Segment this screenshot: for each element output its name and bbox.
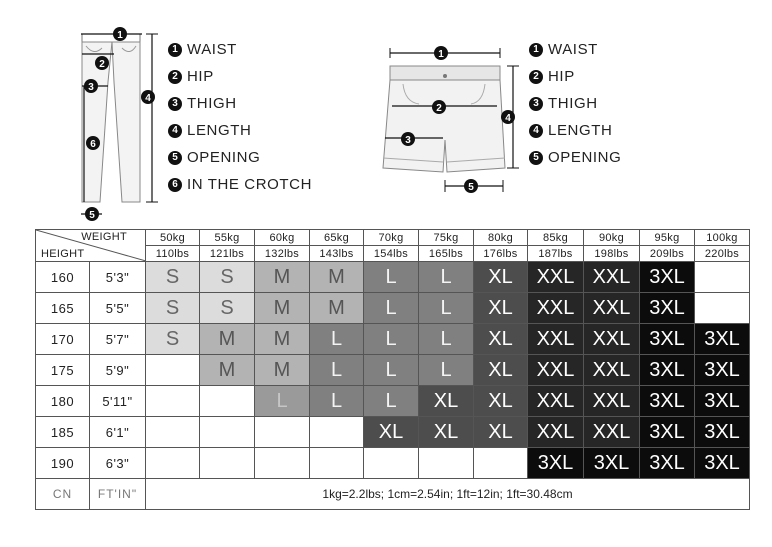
size-cell: S bbox=[200, 262, 255, 293]
number-6-icon: 6 bbox=[168, 178, 182, 192]
size-cell: L bbox=[364, 355, 419, 386]
number-4-icon: 4 bbox=[168, 124, 182, 138]
weight-kg-cell: 75kg bbox=[419, 230, 474, 246]
weight-kg-cell: 65kg bbox=[310, 230, 364, 246]
size-cell: L bbox=[310, 386, 364, 417]
size-cell: S bbox=[200, 293, 255, 324]
size-cell: 3XL bbox=[640, 324, 695, 355]
number-1-icon: 1 bbox=[529, 43, 543, 57]
size-cell bbox=[200, 417, 255, 448]
size-cell: M bbox=[200, 355, 255, 386]
height-ft-cell: 5'5" bbox=[90, 293, 146, 324]
svg-text:4: 4 bbox=[505, 113, 511, 124]
size-cell: XL bbox=[419, 417, 474, 448]
weight-kg-cell: 55kg bbox=[200, 230, 255, 246]
size-cell bbox=[474, 448, 528, 479]
height-cm-cell: 190 bbox=[36, 448, 90, 479]
pants-legend-waist: WAIST bbox=[187, 41, 237, 58]
size-cell: 3XL bbox=[695, 448, 750, 479]
size-cell: XL bbox=[364, 417, 419, 448]
size-cell: L bbox=[419, 262, 474, 293]
size-cell: XL bbox=[474, 386, 528, 417]
size-cell: 3XL bbox=[640, 262, 695, 293]
height-cm-cell: 170 bbox=[36, 324, 90, 355]
weight-kg-cell: 100kg bbox=[695, 230, 750, 246]
size-cell bbox=[364, 448, 419, 479]
size-cell: XXL bbox=[528, 386, 584, 417]
shorts-legend bbox=[529, 40, 669, 180]
size-cell: XXL bbox=[584, 324, 640, 355]
height-cm-cell: 160 bbox=[36, 262, 90, 293]
weight-lbs-cell: 220lbs bbox=[695, 246, 750, 262]
size-cell: XXL bbox=[528, 262, 584, 293]
weight-lbs-cell: 121lbs bbox=[200, 246, 255, 262]
table-row bbox=[36, 386, 750, 417]
size-cell bbox=[310, 448, 364, 479]
size-cell: 3XL bbox=[695, 386, 750, 417]
size-cell: L bbox=[419, 355, 474, 386]
size-cell: M bbox=[310, 293, 364, 324]
table-row bbox=[36, 293, 750, 324]
number-3-icon: 3 bbox=[529, 97, 543, 111]
size-cell: M bbox=[310, 262, 364, 293]
size-cell: 3XL bbox=[584, 448, 640, 479]
number-2-icon: 2 bbox=[529, 70, 543, 84]
footer-cn-cell: CN bbox=[36, 479, 90, 510]
svg-text:2: 2 bbox=[99, 59, 105, 70]
size-cell bbox=[310, 417, 364, 448]
shorts-legend-waist: WAIST bbox=[548, 41, 598, 58]
height-cm-cell: 185 bbox=[36, 417, 90, 448]
size-cell: XL bbox=[474, 324, 528, 355]
size-cell bbox=[146, 417, 200, 448]
size-cell: XL bbox=[474, 293, 528, 324]
svg-text:1: 1 bbox=[438, 49, 444, 60]
size-cell: 3XL bbox=[640, 386, 695, 417]
table-row bbox=[36, 324, 750, 355]
size-cell bbox=[200, 448, 255, 479]
size-cell: 3XL bbox=[695, 324, 750, 355]
size-cell: L bbox=[255, 386, 310, 417]
size-cell: L bbox=[310, 355, 364, 386]
size-cell bbox=[200, 386, 255, 417]
weight-lbs-cell: 110lbs bbox=[146, 246, 200, 262]
shorts-legend-hip: HIP bbox=[548, 68, 575, 85]
height-ft-cell: 5'7" bbox=[90, 324, 146, 355]
weight-lbs-cell: 198lbs bbox=[584, 246, 640, 262]
corner-header bbox=[36, 230, 146, 262]
svg-text:6: 6 bbox=[90, 139, 96, 150]
size-cell: L bbox=[310, 324, 364, 355]
size-cell: M bbox=[255, 293, 310, 324]
svg-text:2: 2 bbox=[436, 103, 442, 114]
footer-row bbox=[36, 479, 750, 510]
size-cell: XL bbox=[474, 262, 528, 293]
weight-kg-cell: 95kg bbox=[640, 230, 695, 246]
size-cell: 3XL bbox=[640, 417, 695, 448]
svg-text:5: 5 bbox=[89, 210, 95, 221]
footer-ftin-cell: FT'IN" bbox=[90, 479, 146, 510]
size-cell: XL bbox=[419, 386, 474, 417]
shorts-legend-length: LENGTH bbox=[548, 122, 613, 139]
size-cell: 3XL bbox=[640, 355, 695, 386]
size-cell bbox=[146, 448, 200, 479]
pants-diagram bbox=[72, 22, 172, 222]
size-cell: XXL bbox=[528, 355, 584, 386]
size-cell: 3XL bbox=[695, 417, 750, 448]
height-ft-cell: 5'3" bbox=[90, 262, 146, 293]
pants-legend-opening: OPENING bbox=[187, 149, 261, 166]
size-cell: M bbox=[255, 355, 310, 386]
pants-legend-hip: HIP bbox=[187, 68, 214, 85]
conversion-note: 1kg=2.2lbs; 1cm=2.54in; 1ft=12in; 1ft=30.48cm bbox=[146, 479, 750, 510]
size-cell: XXL bbox=[584, 262, 640, 293]
size-cell: S bbox=[146, 262, 200, 293]
size-cell: L bbox=[364, 324, 419, 355]
height-ft-cell: 5'11" bbox=[90, 386, 146, 417]
size-cell: S bbox=[146, 324, 200, 355]
weight-lbs-cell: 187lbs bbox=[528, 246, 584, 262]
svg-text:1: 1 bbox=[117, 30, 123, 41]
size-cell: 3XL bbox=[640, 448, 695, 479]
svg-text:5: 5 bbox=[468, 182, 474, 193]
size-cell: L bbox=[364, 386, 419, 417]
number-3-icon: 3 bbox=[168, 97, 182, 111]
weight-kg-cell: 85kg bbox=[528, 230, 584, 246]
size-cell: XXL bbox=[584, 355, 640, 386]
table-row bbox=[36, 355, 750, 386]
size-cell: 3XL bbox=[695, 355, 750, 386]
weight-lbs-cell: 209lbs bbox=[640, 246, 695, 262]
size-cell: XXL bbox=[584, 293, 640, 324]
shorts-legend-thigh: THIGH bbox=[548, 95, 598, 112]
size-cell bbox=[419, 448, 474, 479]
svg-text:4: 4 bbox=[145, 93, 151, 104]
size-cell: XL bbox=[474, 417, 528, 448]
size-chart-table bbox=[35, 229, 750, 510]
size-cell bbox=[695, 262, 750, 293]
table-row bbox=[36, 262, 750, 293]
corner-height-label: HEIGHT bbox=[41, 248, 85, 260]
size-cell: XXL bbox=[584, 386, 640, 417]
size-cell: S bbox=[146, 293, 200, 324]
size-cell bbox=[255, 417, 310, 448]
size-cell: M bbox=[255, 262, 310, 293]
size-cell: L bbox=[364, 293, 419, 324]
weight-lbs-cell: 154lbs bbox=[364, 246, 419, 262]
height-cm-cell: 180 bbox=[36, 386, 90, 417]
size-cell: 3XL bbox=[640, 293, 695, 324]
size-cell: M bbox=[200, 324, 255, 355]
size-cell: 3XL bbox=[528, 448, 584, 479]
svg-text:3: 3 bbox=[405, 135, 411, 146]
number-5-icon: 5 bbox=[168, 151, 182, 165]
height-ft-cell: 6'1" bbox=[90, 417, 146, 448]
height-cm-cell: 165 bbox=[36, 293, 90, 324]
size-cell: XXL bbox=[528, 417, 584, 448]
weight-kg-cell: 60kg bbox=[255, 230, 310, 246]
weight-lbs-cell: 143lbs bbox=[310, 246, 364, 262]
number-5-icon: 5 bbox=[529, 151, 543, 165]
shorts-diagram bbox=[375, 40, 525, 200]
weight-kg-cell: 90kg bbox=[584, 230, 640, 246]
size-cell bbox=[146, 386, 200, 417]
weight-lbs-cell: 165lbs bbox=[419, 246, 474, 262]
pants-legend-crotch: IN THE CROTCH bbox=[187, 176, 313, 193]
size-cell: M bbox=[255, 324, 310, 355]
size-cell bbox=[255, 448, 310, 479]
pants-legend-thigh: THIGH bbox=[187, 95, 237, 112]
size-cell: XL bbox=[474, 355, 528, 386]
weight-kg-row bbox=[36, 230, 750, 246]
shorts-legend-opening: OPENING bbox=[548, 149, 622, 166]
height-cm-cell: 175 bbox=[36, 355, 90, 386]
height-ft-cell: 5'9" bbox=[90, 355, 146, 386]
height-ft-cell: 6'3" bbox=[90, 448, 146, 479]
number-4-icon: 4 bbox=[529, 124, 543, 138]
number-2-icon: 2 bbox=[168, 70, 182, 84]
weight-kg-cell: 50kg bbox=[146, 230, 200, 246]
pants-legend-length: LENGTH bbox=[187, 122, 252, 139]
size-cell: L bbox=[364, 262, 419, 293]
size-cell bbox=[146, 355, 200, 386]
size-cell: L bbox=[419, 324, 474, 355]
weight-kg-cell: 80kg bbox=[474, 230, 528, 246]
size-cell: XXL bbox=[584, 417, 640, 448]
size-cell bbox=[695, 293, 750, 324]
weight-lbs-cell: 176lbs bbox=[474, 246, 528, 262]
svg-text:3: 3 bbox=[88, 82, 94, 93]
table-row bbox=[36, 417, 750, 448]
size-cell: L bbox=[419, 293, 474, 324]
number-1-icon: 1 bbox=[168, 43, 182, 57]
weight-kg-cell: 70kg bbox=[364, 230, 419, 246]
corner-weight-label: WEIGHT bbox=[81, 231, 127, 243]
size-cell: XXL bbox=[528, 293, 584, 324]
weight-lbs-cell: 132lbs bbox=[255, 246, 310, 262]
table-row bbox=[36, 448, 750, 479]
size-cell: XXL bbox=[528, 324, 584, 355]
pants-legend bbox=[168, 40, 328, 200]
